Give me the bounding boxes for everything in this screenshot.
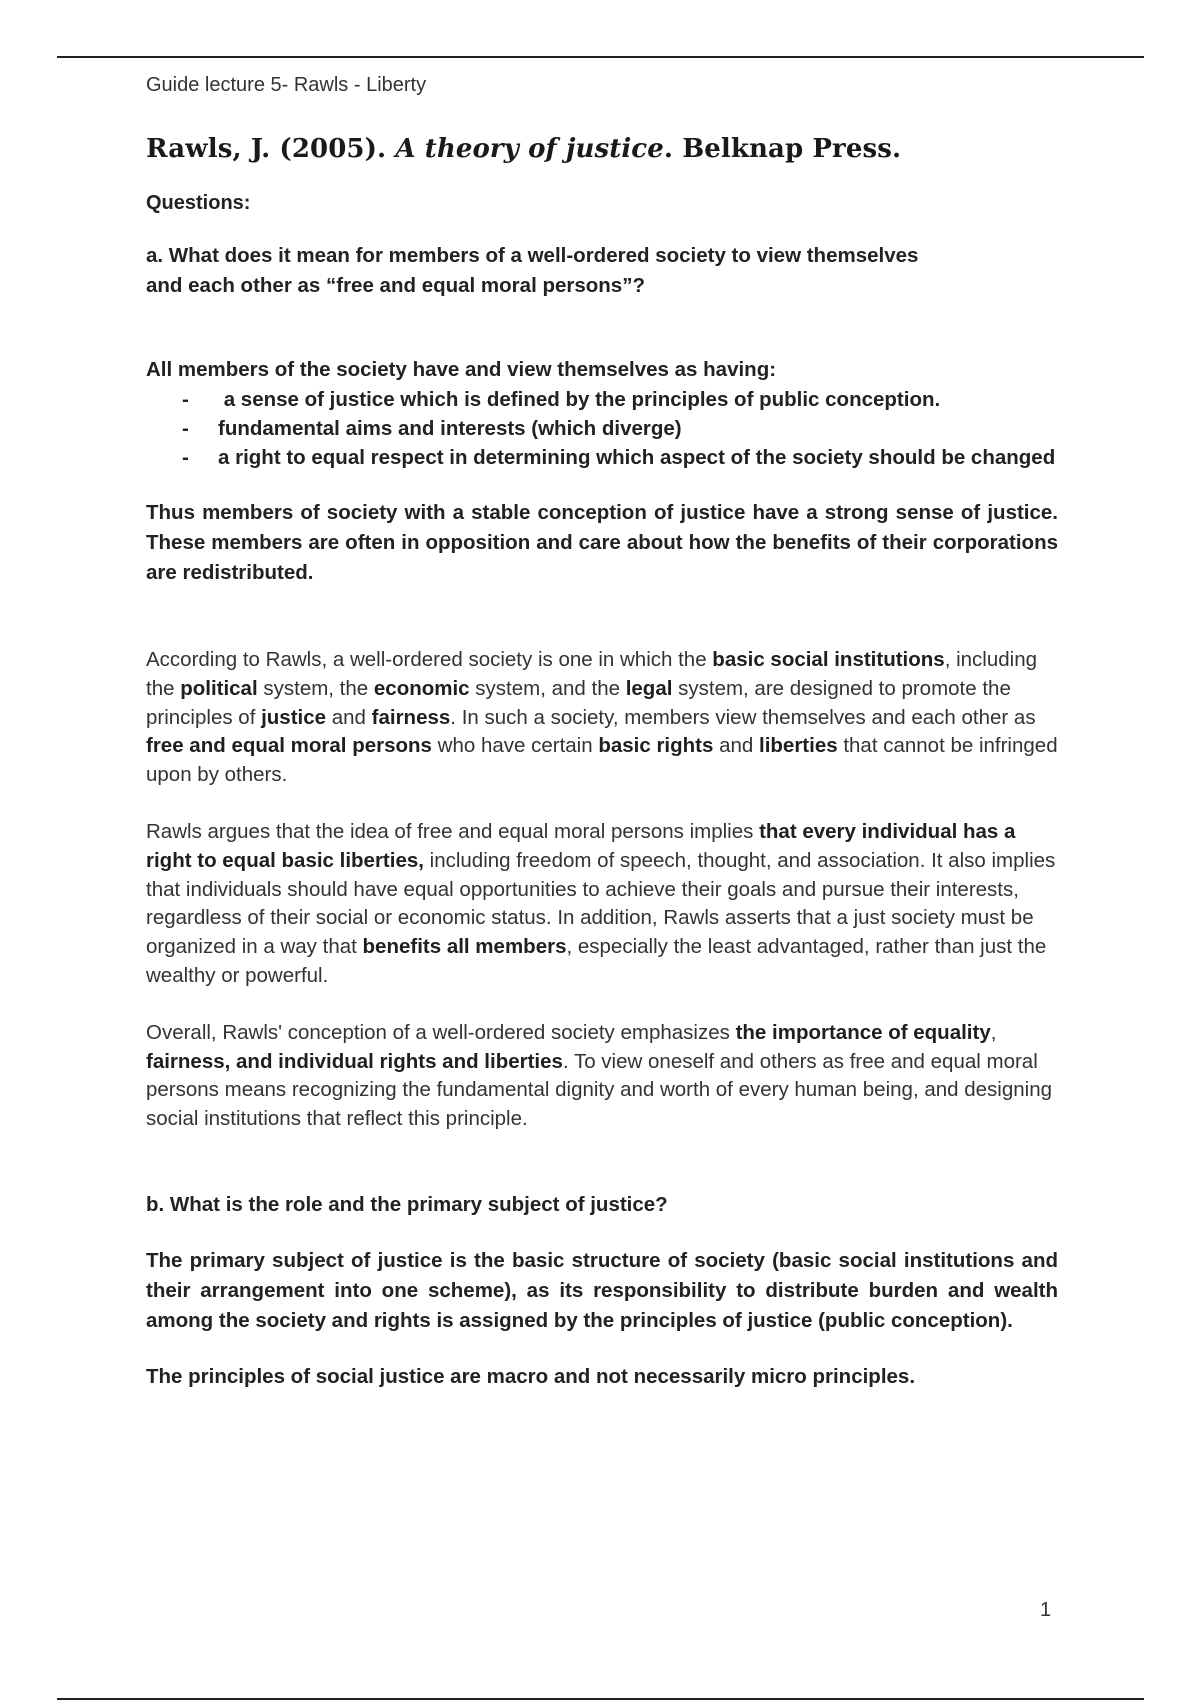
bullet-marker: -: [182, 417, 189, 440]
answer-b-paragraph: The primary subject of justice is the basic structure of society (basic social institutions and their arrangement into one scheme), as its responsibility to distribute burden and wealth among the society and rights is assigned by the principles of justice (public conception).: [146, 1248, 1058, 1332]
page-header: Guide lecture 5- Rawls - Liberty: [146, 74, 427, 96]
top-rule: [57, 56, 1144, 58]
citation-title: A theory of justice: [395, 134, 664, 164]
questions-label: Questions:: [146, 192, 251, 214]
bullet-marker: -: [182, 446, 189, 469]
answer-a-bullet-list: [146, 385, 1058, 472]
list-item: - fundamental aims and interests (which diverge): [218, 414, 1058, 443]
citation-publisher: . Belknap Press.: [663, 134, 902, 164]
question-b: b. What is the role and the primary subject of justice?: [146, 1192, 668, 1216]
page-number: 1: [1040, 1599, 1052, 1621]
answer-a-intro: All members of the society have and view themselves as having:: [146, 358, 777, 381]
paragraph-overall-conception: Overall, Rawls' conception of a well-ordered society emphasizes the importance of equality, fairness, and individual rights and liberties. To view oneself and others as free and equal moral persons means recognizing the fundamental dignity and worth of every human being, and designing social institutions that reflect this principle.: [146, 1020, 1052, 1131]
question-a-line1: a. What does it mean for members of a well-ordered society to view themselves: [146, 244, 919, 267]
paragraph-equal-basic-liberties: Rawls argues that the idea of free and equal moral persons implies that every individual has a right to equal basic liberties, including freedom of speech, thought, and association. It also implies that individuals should have equal opportunities to achieve their goals and pursue their interests, regardless of their social or economic status. In addition, Rawls asserts that a just society must be organized in a way that benefits all members, especially the least advantaged, rather than just the wealthy or powerful.: [146, 819, 1056, 987]
paragraph-well-ordered-society: According to Rawls, a well-ordered society is one in which the basic social institutions, including the political system, the economic system, and the legal system, are designed to promote the principles of justice and fairness. In such a society, members view themselves and each other as free and equal moral persons who have certain basic rights and liberties that cannot be infringed upon by others.: [146, 648, 1058, 787]
list-item: - a sense of justice which is defined by the principles of public conception.: [218, 385, 1058, 414]
document-page: [146, 74, 1058, 1392]
bullet-marker: -: [182, 388, 189, 411]
question-a: [146, 241, 1058, 301]
citation: [146, 134, 1058, 164]
citation-author-year: Rawls, J. (2005).: [146, 134, 396, 164]
answer-b-macro-principles: The principles of social justice are macro and not necessarily micro principles.: [146, 1364, 916, 1388]
answer-a-conclusion: Thus members of society with a stable conception of justice have a strong sense of justice. These members are often in opposition and care about how the benefits of their corporations are redistributed.: [146, 501, 1058, 584]
question-a-line2: and each other as “free and equal moral persons”?: [146, 274, 645, 297]
list-item: - a right to equal respect in determining which aspect of the society should be changed: [218, 443, 1058, 472]
